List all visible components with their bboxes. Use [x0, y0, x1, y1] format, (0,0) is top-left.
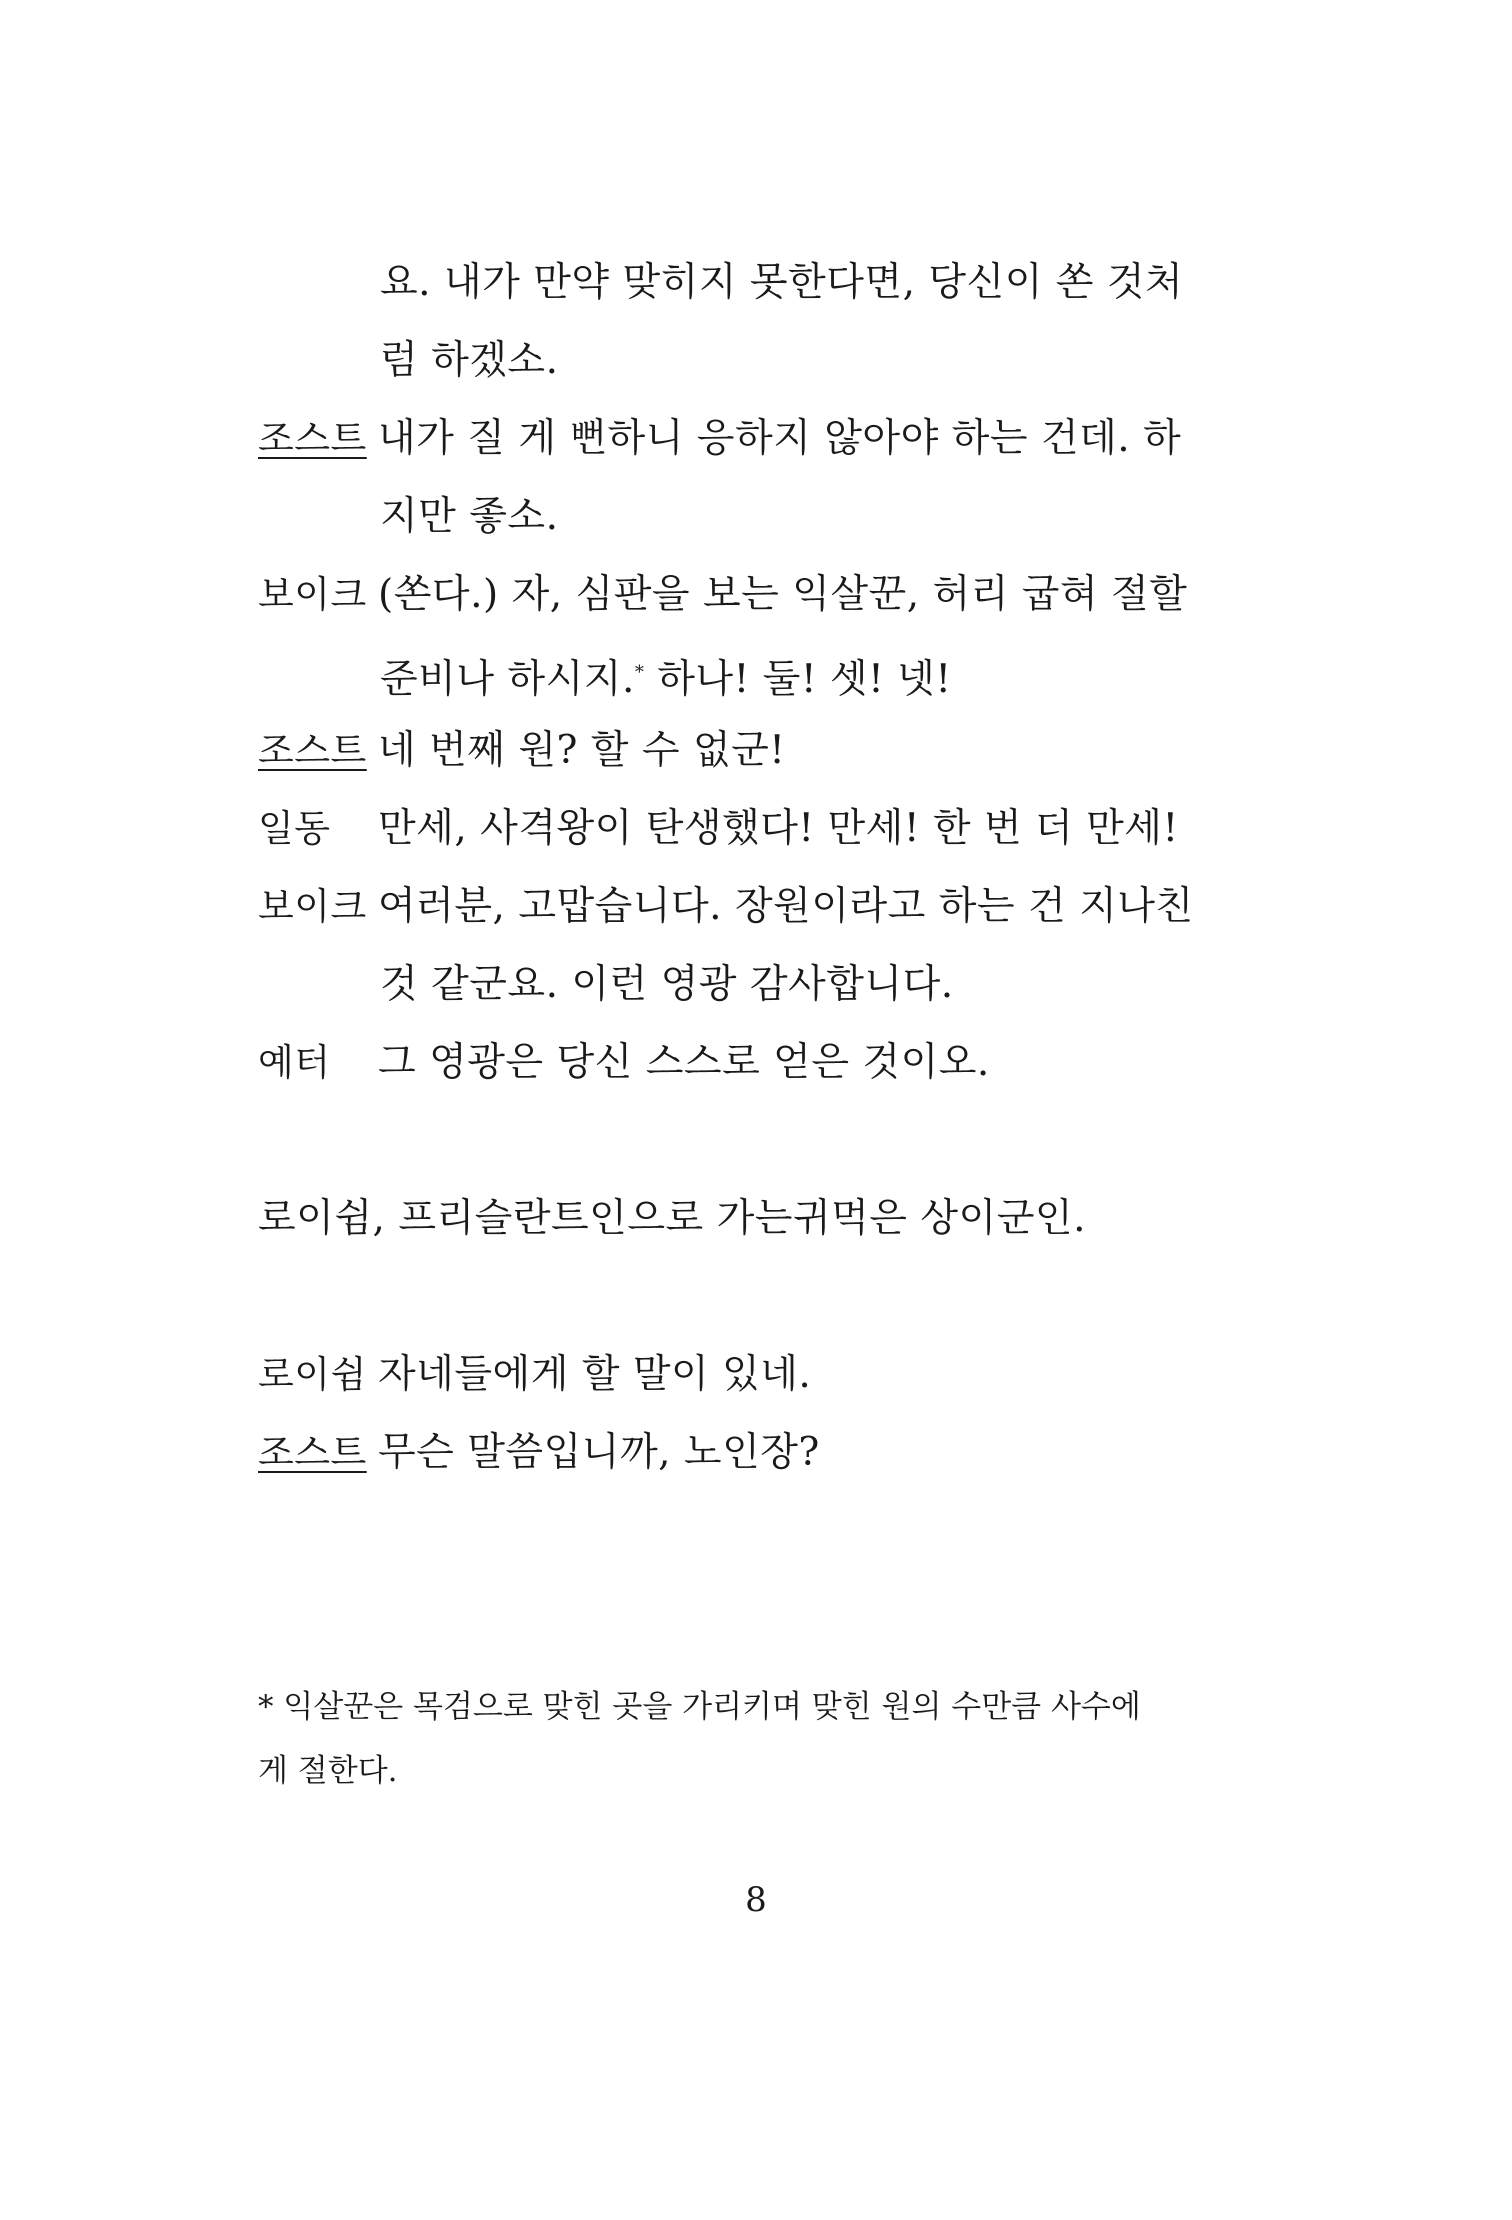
speaker-name: 조스트	[258, 417, 367, 460]
dialogue-line-9	[258, 882, 1258, 932]
stage-direction	[258, 1194, 1258, 1244]
dialogue-line-5	[258, 570, 1258, 620]
speaker-name: 조스트	[258, 1431, 367, 1474]
speaker-name: 보이크	[258, 885, 367, 928]
speaker-name: 일동	[258, 807, 331, 850]
dialogue-line-6	[380, 648, 1380, 705]
dialogue-text: 자네들에게 할 말이 있네.	[378, 1352, 812, 1397]
dialogue-text: (쏜다.) 자, 심판을 보는 익살꾼, 허리 굽혀 절할	[378, 572, 1188, 617]
dialogue-line-8	[258, 804, 1258, 854]
footnote-line-2	[258, 1748, 1218, 1794]
dialogue-line-13	[258, 1428, 1258, 1478]
dialogue-text: 내가 질 게 뻔하니 응하지 않아야 하는 건데. 하	[378, 416, 1182, 461]
footnote-marker: *	[634, 662, 645, 683]
speaker-name: 조스트	[258, 729, 367, 772]
footnote-text: 게 절한다.	[258, 1753, 398, 1789]
dialogue-text: 무슨 말씀입니까, 노인장?	[378, 1430, 820, 1475]
page-number: 8	[745, 1880, 767, 1920]
dialogue-text: 만세, 사격왕이 탄생했다! 만세! 한 번 더 만세!	[378, 806, 1179, 851]
dialogue-text: 하나! 둘! 셋! 넷!	[644, 657, 952, 702]
dialogue-text: 럼 하겠소.	[380, 338, 559, 383]
dialogue-line-3	[258, 414, 1258, 464]
speaker-name: 보이크	[258, 573, 367, 616]
footnote-line-1	[258, 1684, 1218, 1730]
speaker-name: 예터	[258, 1041, 331, 1084]
dialogue-line-1	[380, 258, 1380, 308]
dialogue-text: 네 번째 원? 할 수 없군!	[378, 728, 786, 773]
speaker-name: 로이쉼	[258, 1353, 367, 1396]
dialogue-text: 지만 좋소.	[380, 494, 559, 539]
dialogue-line-4	[380, 492, 1380, 542]
dialogue-line-10	[380, 960, 1380, 1010]
dialogue-line-11	[258, 1038, 1258, 1088]
footnote-text: * 익살꾼은 목검으로 맞힌 곳을 가리키며 맞힌 원의 수만큼 사수에	[258, 1689, 1141, 1725]
dialogue-text: 것 같군요. 이런 영광 감사합니다.	[380, 962, 954, 1007]
dialogue-line-12	[258, 1350, 1258, 1400]
dialogue-text: 준비나 하시지.	[380, 657, 635, 702]
dialogue-text: 그 영광은 당신 스스로 얻은 것이오.	[378, 1040, 990, 1085]
dialogue-line-2	[380, 336, 1380, 386]
dialogue-text: 요. 내가 만약 맞히지 못한다면, 당신이 쏜 것처	[380, 260, 1184, 305]
dialogue-line-7	[258, 726, 1258, 776]
stage-direction-text: 로이쉼, 프리슬란트인으로 가는귀먹은 상이군인.	[258, 1196, 1086, 1241]
dialogue-text: 여러분, 고맙습니다. 장원이라고 하는 건 지나친	[378, 884, 1194, 929]
